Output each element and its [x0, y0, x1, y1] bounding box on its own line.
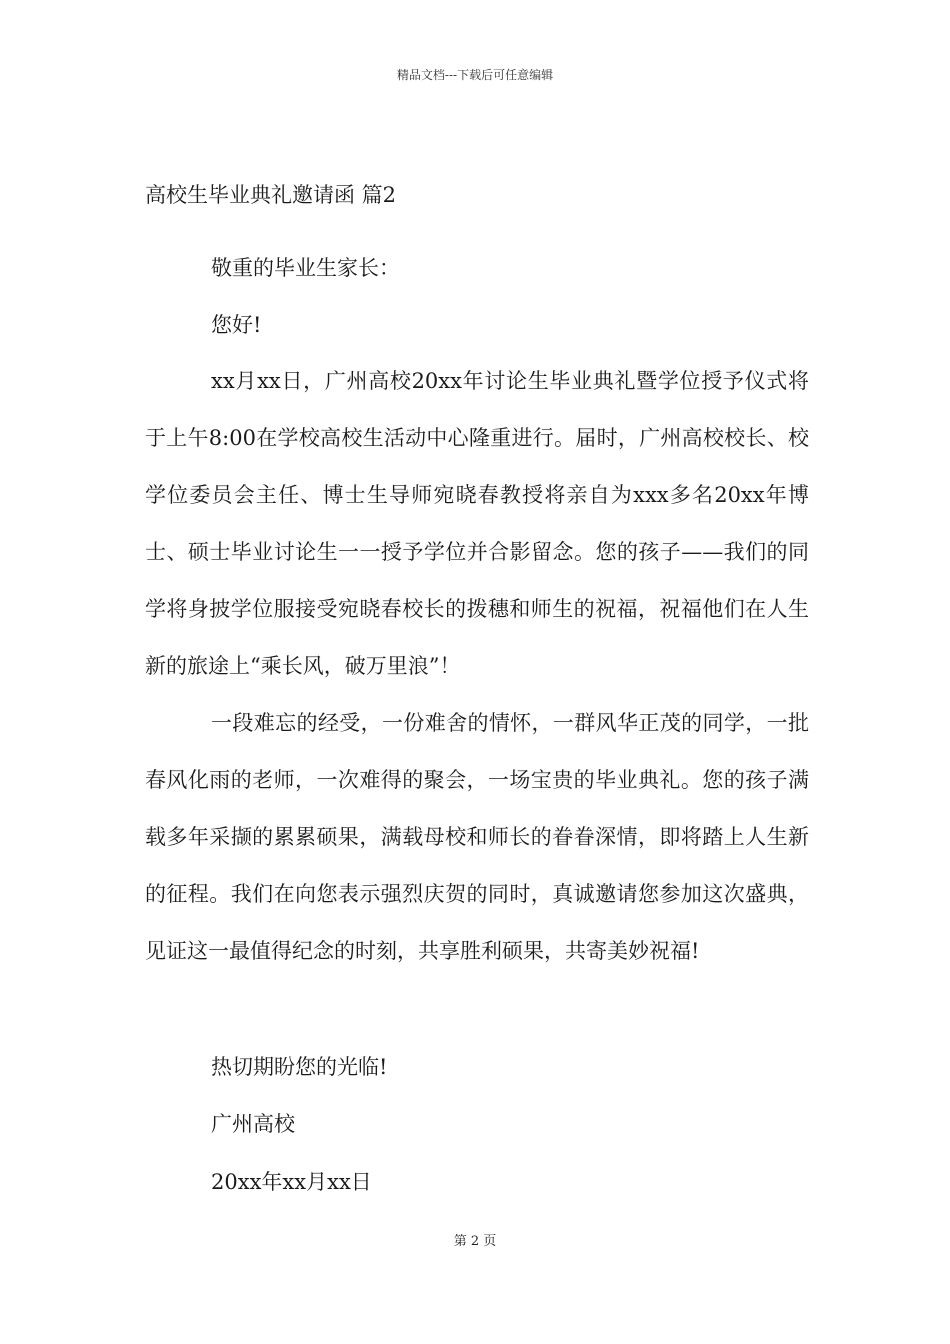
- document-title: 高校生毕业典礼邀请函 篇2: [145, 183, 397, 207]
- paragraph-invitation: 一段难忘的经受，一份难舍的情怀，一群风华正茂的同学，一批春风化雨的老师，一次难得的聚会，一场宝贵的毕业典礼。您的孩子满载多年采撷的累累硕果，满载母校和师长的眷眷深情，即将踏上人生新的征程。我们在向您表示强烈庆贺的同时，真诚邀请您参加这次盛典，见证这一最值得纪念的时刻，共享胜利硕果，共寄美妙祝福!: [145, 711, 809, 963]
- signature: 广州高校: [211, 1112, 295, 1136]
- letter-date: 20xx年xx月xx日: [211, 1170, 372, 1194]
- paragraph-ceremony: xx月xx日，广州高校20xx年讨论生毕业典礼暨学位授予仪式将于上午8:00在学校高校生活动中心隆重进行。届时，广州高校校长、校学位委员会主任、博士生导师宛晓春教授将亲自为xxx多名20xx年博士、硕士毕业讨论生一一授予学位并合影留念。您的孩子——我们的同学将身披学位服接受宛晓春校长的拨穗和师生的祝福，祝福他们在人生新的旅途上“乘长风，破万里浪”！: [145, 369, 809, 678]
- page-number: 第 2 页: [453, 1234, 497, 1249]
- greeting: 您好!: [211, 313, 262, 337]
- salutation: 敬重的毕业生家长：: [211, 256, 400, 280]
- closing-line: 热切期盼您的光临!: [211, 1055, 388, 1079]
- page-header: 精品文档---下载后可任意编辑: [396, 68, 554, 82]
